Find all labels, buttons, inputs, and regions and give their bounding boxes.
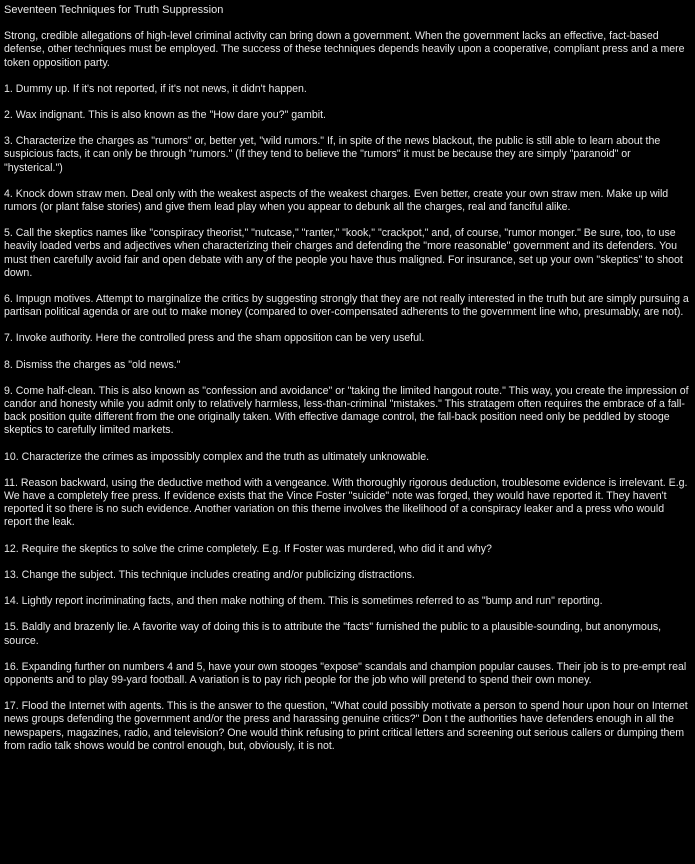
technique-item: 1. Dummy up. If it's not reported, if it's not news, it didn't happen. (4, 82, 307, 95)
document-title: Seventeen Techniques for Truth Suppression (4, 4, 224, 16)
technique-item: 13. Change the subject. This technique includes creating and/or publicizing distractions. (4, 568, 415, 581)
technique-item: 8. Dismiss the charges as "old news." (4, 358, 181, 371)
technique-item: 7. Invoke authority. Here the controlled press and the sham opposition can be very useful. (4, 332, 425, 345)
technique-item: 6. Impugn motives. Attempt to marginalize the critics by suggesting strongly that they are not really interested in the truth but are simply pursuing a partisan political agenda or are out to make money (compared to over-compensated adherents to the government line who, presumably, are not). (4, 293, 689, 319)
technique-item: 12. Require the skeptics to solve the crime completely. E.g. If Foster was murdered, who did it and why? (4, 542, 492, 555)
technique-item: 16. Expanding further on numbers 4 and 5, have your own stooges "expose" scandals and champion popular causes. Their job is to pre-empt real opponents and to play 99-yard football. A variation is to pay rich people for the job who will pretend to spend their own money. (4, 660, 687, 686)
technique-item: 17. Flood the Internet with agents. This is the answer to the question, "What could possibly motivate a person to spend hour upon hour on Internet news groups defending the government and/or the press and harassing genuine critics?" Don t the authorities have defenders enough in all the newspapers, magazines, radio, and television? One would think refusing to print critical letters and screening out serious callers or dumping them from radio talk shows would be control enough, but, obviously, it is not. (4, 700, 688, 752)
technique-item: 10. Characterize the crimes as impossibly complex and the truth as ultimately unknowable. (4, 450, 430, 463)
technique-item: 3. Characterize the charges as "rumors" or, better yet, "wild rumors." If, in spite of the news blackout, the public is still able to learn about the suspicious facts, it can only be through "rumors." (If they tend to believe the "rumors" it must be because they are simply "paranoid" or "hysterical.") (4, 135, 661, 174)
technique-item: 11. Reason backward, using the deductive method with a vengeance. With thoroughly rigorous deduction, troublesome evidence is irrelevant. E.g. We have a completely free press. If evidence exists that the Vince Foster "suicide" note was forged, they would have reported it. They haven't reported it so there is no such evidence. Another variation on this theme involves the likelihood of a conspiracy leaker and a press who would report the leak. (4, 476, 688, 529)
technique-item: 15. Baldly and brazenly lie. A favorite way of doing this is to attribute the "facts" furnished the public to a plausible-sounding, but anonymous, source. (4, 621, 662, 647)
technique-item: 14. Lightly report incriminating facts, and then make nothing of them. This is sometimes referred to as "bump and run" reporting. (4, 595, 603, 608)
technique-item: 4. Knock down straw men. Deal only with the weakest aspects of the weakest charges. Even better, create your own straw men. Make up wild rumors (or plant false stories) and give them lead play when you appear to debunk all the charges, real and fanciful alike. (4, 187, 669, 214)
technique-item: 5. Call the skeptics names like "conspiracy theorist," "nutcase," "ranter," "kook," "crackpot," and, of course, "rumor monger." Be sure, too, to use heavily loaded verbs and adjectives when characterizing their charges and defending the "more reasonable" government and its defenders. You must then carefully avoid fair and open debate with any of the people you have thus maligned. For insurance, set up your own "skeptics" to shoot down. (4, 227, 683, 279)
technique-item: 9. Come half-clean. This is also known as "confession and avoidance" or "taking the limited hangout route." This way, you create the impression of candor and honesty while you admit only to relatively harmless, less-than-criminal "mistakes." This stratagem often requires the embrace of a fall-back position quite different from the one originally taken. With effective damage control, the fall-back position need only be peddled by stooge skeptics to carefully limited markets. (4, 384, 689, 437)
technique-item: 2. Wax indignant. This is also known as the "How dare you?" gambit. (4, 109, 326, 122)
intro-paragraph: Strong, credible allegations of high-level criminal activity can bring down a government. When the government lacks an effective, fact-based defense, other techniques must be employed. The success of these techniques depends heavily upon a cooperative, compliant press and a mere token opposition party. (4, 30, 685, 69)
